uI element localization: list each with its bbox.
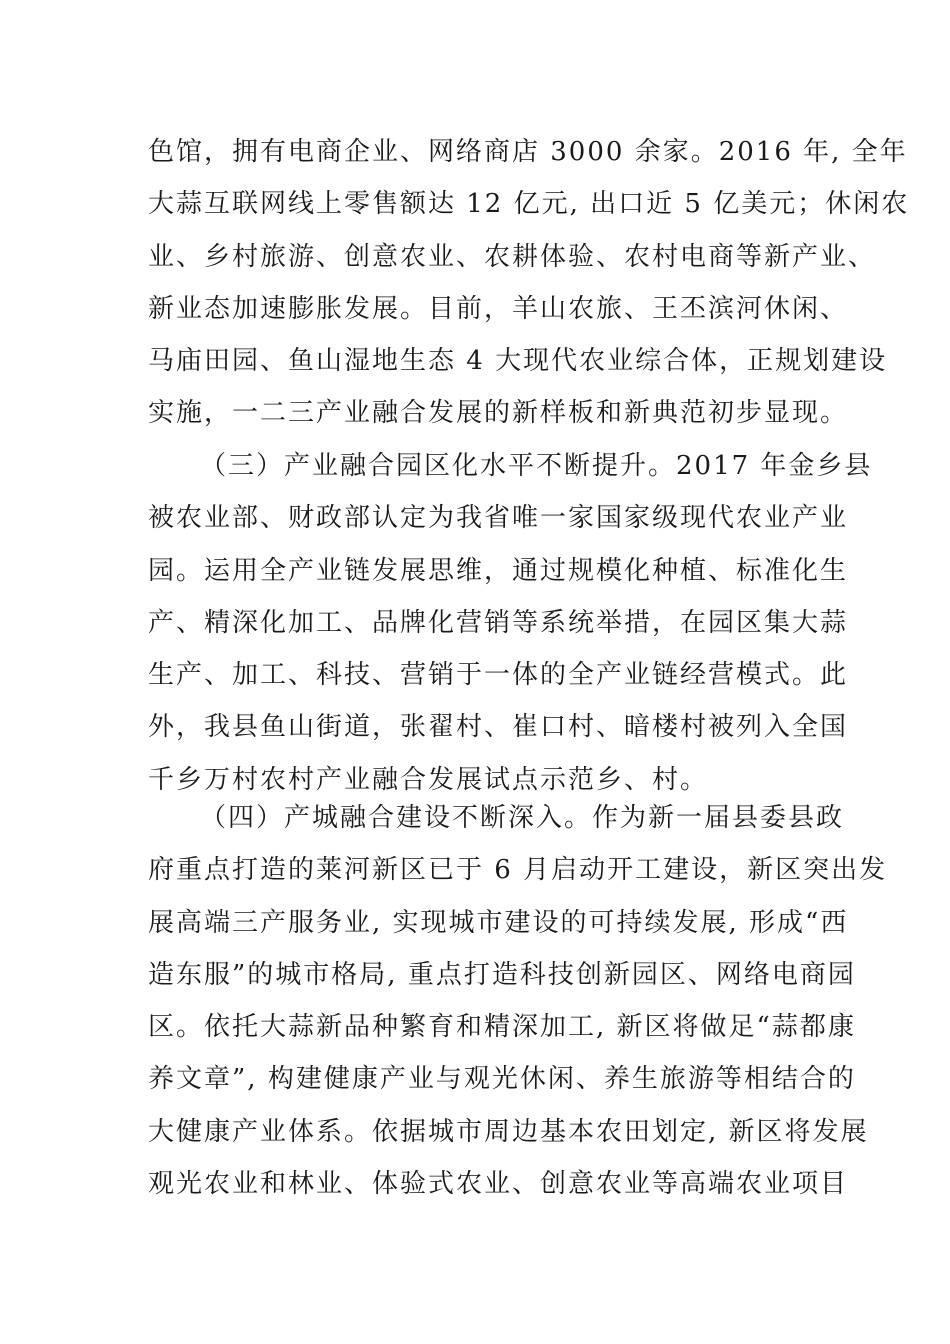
- text-line: 大蒜互联网线上零售额达 12 亿元, 出口近 5 亿美元；休闲农: [148, 189, 910, 220]
- text-line: 实施，一二三产业融合发展的新样板和新典范初步显现。: [148, 398, 849, 429]
- text-line: 观光农业和林业、体验式农业、创意农业等高端农业项目: [148, 1169, 849, 1200]
- text-line: 外，我县鱼山街道，张翟村、崔口村、暗楼村被列入全国: [148, 712, 849, 743]
- paragraph-3: [148, 440, 873, 806]
- text-line: 府重点打造的莱河新区已于 6 月启动开工建设，新区突出发: [148, 855, 888, 886]
- text-line: 生产、加工、科技、营销于一体的全产业链经营模式。此: [148, 660, 849, 691]
- paragraph-heading-line: （三）产业融合园区化水平不断提升。2017 年金乡县: [200, 451, 873, 481]
- text-line: 展高端三产服务业, 实现城市建设的可持续发展, 形成“西: [148, 907, 849, 938]
- paragraph-heading-line: （四）产城融合建设不断深入。作为新一届县委县政: [200, 803, 845, 833]
- text-line: 业、乡村旅游、创意农业、农耕体验、农村电商等新产业、: [148, 241, 877, 272]
- text-line: 马庙田园、鱼山湿地生态 4 大现代农业综合体，正规划建设: [148, 346, 888, 377]
- paragraph-continued: [148, 126, 910, 440]
- text-line: 养文章”, 构建健康产业与观光休闲、养生旅游等相结合的: [148, 1064, 856, 1095]
- text-line: 千乡万村农村产业融合发展试点示范乡、村。: [148, 764, 709, 795]
- text-line: 区。依托大蒜新品种繁育和精深加工, 新区将做足“蒜都康: [148, 1012, 856, 1043]
- text-line: 产、精深化加工、品牌化营销等系统举措，在园区集大蒜: [148, 607, 849, 638]
- text-line: 色馆，拥有电商企业、网络商店 3000 余家。2016 年, 全年: [148, 137, 908, 167]
- text-line: 园。运用全产业链发展思维，通过规模化种植、标准化生: [148, 555, 849, 586]
- paragraph-4: [148, 792, 888, 1210]
- text-line: 新业态加速膨胀发展。目前，羊山农旅、王丕滨河休闲、: [148, 293, 849, 324]
- text-line: 造东服”的城市格局, 重点打造科技创新园区、网络电商园: [148, 959, 856, 990]
- text-line: 大健康产业体系。依据城市周边基本农田划定, 新区将发展: [148, 1116, 869, 1147]
- text-line: 被农业部、财政部认定为我省唯一家国家级现代农业产业: [148, 503, 849, 534]
